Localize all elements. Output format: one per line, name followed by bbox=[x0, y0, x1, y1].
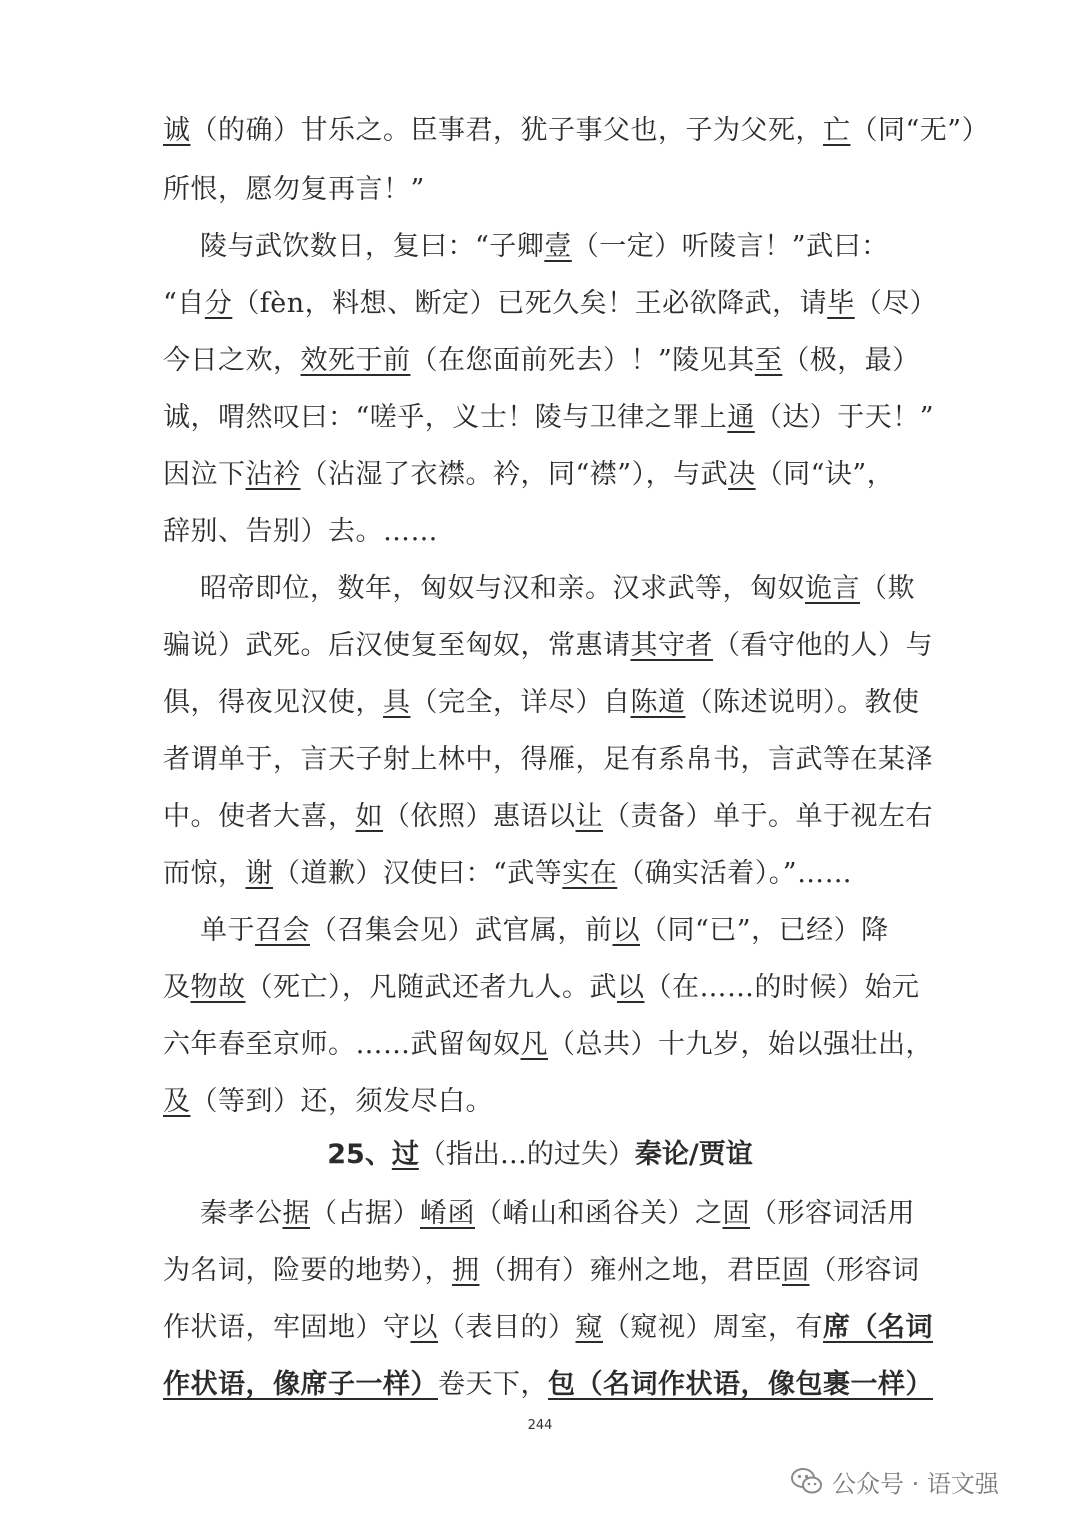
text-segment: （窥视）周室，有 bbox=[603, 1312, 823, 1343]
text-segment: （欺 bbox=[860, 573, 915, 604]
heading-gloss: （指出…的过失） bbox=[418, 1139, 635, 1170]
annotated-term: 沾衿 bbox=[245, 459, 301, 490]
text-segment: 诚，喟然叹曰：“嗟乎，义士！陵与卫律之罪上 bbox=[163, 402, 728, 433]
text-segment: （道歉）汉使曰：“武等 bbox=[273, 858, 563, 889]
annotated-term: 让 bbox=[575, 801, 603, 832]
text-segment: （形容词 bbox=[809, 1255, 920, 1286]
annotated-term: 及 bbox=[163, 1086, 191, 1117]
text-segment: （形容词活用 bbox=[750, 1198, 915, 1229]
annotated-term: 凡 bbox=[520, 1029, 548, 1060]
text-line bbox=[163, 854, 923, 894]
text-segment: 为名词，险要的地势）， bbox=[163, 1255, 452, 1286]
text-segment: （尽） bbox=[854, 288, 938, 319]
text-line bbox=[163, 398, 935, 438]
text-segment: 辞别、告别）去。…… bbox=[163, 516, 438, 547]
text-segment: （同“已”，已经）降 bbox=[640, 915, 889, 946]
text-line bbox=[163, 284, 938, 324]
text-segment: （表目的） bbox=[438, 1312, 576, 1343]
annotated-term: 如 bbox=[355, 801, 383, 832]
heading-title: 秦论/贾谊 bbox=[634, 1139, 753, 1170]
annotated-term: 窥 bbox=[575, 1312, 603, 1343]
annotated-term: 崤函 bbox=[420, 1198, 475, 1229]
page-number: 244 bbox=[527, 1418, 553, 1433]
text-segment: 秦孝公 bbox=[200, 1198, 283, 1229]
annotated-term: 诚 bbox=[163, 115, 191, 146]
text-line bbox=[163, 512, 923, 552]
text-segment: （达）于天！” bbox=[754, 402, 935, 433]
text-segment: 单于 bbox=[200, 915, 255, 946]
section-heading bbox=[0, 1135, 1080, 1175]
text-line bbox=[200, 569, 960, 609]
watermark bbox=[790, 1463, 999, 1499]
annotated-term: 通 bbox=[727, 402, 755, 433]
text-line bbox=[163, 341, 923, 381]
text-line bbox=[163, 111, 990, 151]
text-segment: （确实活着）。”…… bbox=[617, 858, 853, 889]
watermark-text: 公众号 · 语文强 bbox=[832, 1469, 999, 1498]
annotated-term: 拥 bbox=[452, 1255, 480, 1286]
text-segment: 中。使者大喜， bbox=[163, 801, 356, 832]
text-segment: （崤山和函谷关）之 bbox=[475, 1198, 723, 1229]
text-segment: 骗说）武死。后汉使复至匈奴，常惠请 bbox=[163, 630, 631, 661]
text-line bbox=[163, 740, 933, 780]
text-segment: （沾湿了衣襟。衿，同“襟”），与武 bbox=[300, 459, 729, 490]
annotated-term: 分 bbox=[204, 288, 233, 319]
text-segment: （占据） bbox=[310, 1198, 420, 1229]
heading-keyword: 过 bbox=[391, 1139, 419, 1170]
text-segment: 俱，得夜见汉使， bbox=[163, 687, 383, 718]
text-segment: （极，最） bbox=[782, 345, 920, 376]
annotated-term: 决 bbox=[728, 459, 756, 490]
text-line bbox=[163, 1251, 923, 1291]
text-line bbox=[163, 1082, 923, 1122]
text-segment: 昭帝即位，数年，匈奴与汉和亲。汉求武等，匈奴 bbox=[200, 573, 805, 604]
text-segment: 因泣下 bbox=[163, 459, 246, 490]
text-line bbox=[163, 683, 923, 723]
heading-number: 25、 bbox=[327, 1139, 392, 1170]
annotated-term: 以 bbox=[612, 915, 640, 946]
text-line bbox=[200, 911, 960, 951]
text-line bbox=[163, 968, 923, 1008]
annotated-term: 召会 bbox=[255, 915, 310, 946]
text-line bbox=[163, 1025, 933, 1065]
annotated-term: 作状语，像席子一样） bbox=[163, 1369, 438, 1400]
annotated-term: 壹 bbox=[544, 231, 572, 262]
text-line bbox=[163, 797, 933, 837]
annotated-term: 实在 bbox=[562, 858, 618, 889]
annotated-term: 固 bbox=[782, 1255, 810, 1286]
annotated-term: 效死于前 bbox=[300, 345, 411, 376]
annotated-term: 具 bbox=[383, 687, 411, 718]
annotated-term: 包（名词作状语，像包裹一样） bbox=[548, 1369, 933, 1400]
text-line bbox=[163, 1365, 933, 1405]
text-segment: （拥有）雍州之地，君臣 bbox=[479, 1255, 782, 1286]
annotated-term: 据 bbox=[282, 1198, 310, 1229]
text-segment: （同“无”） bbox=[850, 115, 990, 146]
text-segment: 六年春至京师。……武留匈奴 bbox=[163, 1029, 521, 1060]
text-line bbox=[163, 455, 923, 495]
annotated-term: 亡 bbox=[823, 115, 851, 146]
annotated-term: 谢 bbox=[245, 858, 273, 889]
text-segment: 而惊， bbox=[163, 858, 246, 889]
text-segment: （等到）还，须发尽白。 bbox=[190, 1086, 493, 1117]
text-line bbox=[200, 1194, 960, 1234]
text-segment: （召集会见）武官属，前 bbox=[310, 915, 613, 946]
annotated-term: 以 bbox=[410, 1312, 438, 1343]
annotated-term: 以 bbox=[617, 972, 645, 1003]
annotated-term: 陈道 bbox=[630, 687, 686, 718]
text-segment: （在您面前死去）！”陵见其 bbox=[410, 345, 755, 376]
text-segment: （死亡），凡随武还者九人。武 bbox=[245, 972, 617, 1003]
text-segment: （依照）惠语以 bbox=[383, 801, 576, 832]
annotated-term: 物故 bbox=[190, 972, 246, 1003]
annotated-term: 其守者 bbox=[630, 630, 713, 661]
text-segment: （总共）十九岁，始以强壮出， bbox=[548, 1029, 933, 1060]
annotated-term: 至 bbox=[754, 345, 783, 376]
text-segment: （看守他的人）与 bbox=[713, 630, 933, 661]
text-segment: 所恨，愿勿复再言！” bbox=[163, 174, 425, 205]
text-segment: 者谓单于，言天子射上林中，得雁，足有系帛书，言武等在某泽 bbox=[163, 744, 933, 775]
wechat-icon bbox=[790, 1464, 824, 1498]
annotated-term: 席（名词 bbox=[823, 1312, 933, 1343]
text-line bbox=[163, 1308, 933, 1348]
text-segment: 及 bbox=[163, 972, 191, 1003]
text-segment: 今日之欢， bbox=[163, 345, 301, 376]
annotated-term: 诡言 bbox=[805, 573, 860, 604]
text-segment: （完全，详尽）自 bbox=[410, 687, 631, 718]
text-segment: （同“诀”， bbox=[755, 459, 895, 490]
text-segment: （一定）听陵言！”武曰： bbox=[571, 231, 889, 262]
text-segment: （fèn，料想、断定）已死久矣！王必欲降武，请 bbox=[232, 288, 828, 319]
text-segment: “自 bbox=[163, 288, 205, 319]
text-segment: 卷天下， bbox=[438, 1369, 548, 1400]
annotated-term: 毕 bbox=[827, 288, 855, 319]
text-segment: （在……的时候）始元 bbox=[644, 972, 920, 1003]
text-segment: （责备）单于。单于视左右 bbox=[603, 801, 933, 832]
text-line bbox=[200, 227, 960, 267]
annotated-term: 固 bbox=[722, 1198, 750, 1229]
text-line bbox=[163, 626, 933, 666]
text-segment: （陈述说明）。教使 bbox=[685, 687, 920, 718]
text-segment: 作状语，牢固地）守 bbox=[163, 1312, 411, 1343]
text-line bbox=[163, 170, 923, 210]
text-segment: 陵与武饮数日，复曰：“子卿 bbox=[200, 231, 545, 262]
text-segment: （的确）甘乐之。臣事君，犹子事父也，子为父死， bbox=[190, 115, 823, 146]
